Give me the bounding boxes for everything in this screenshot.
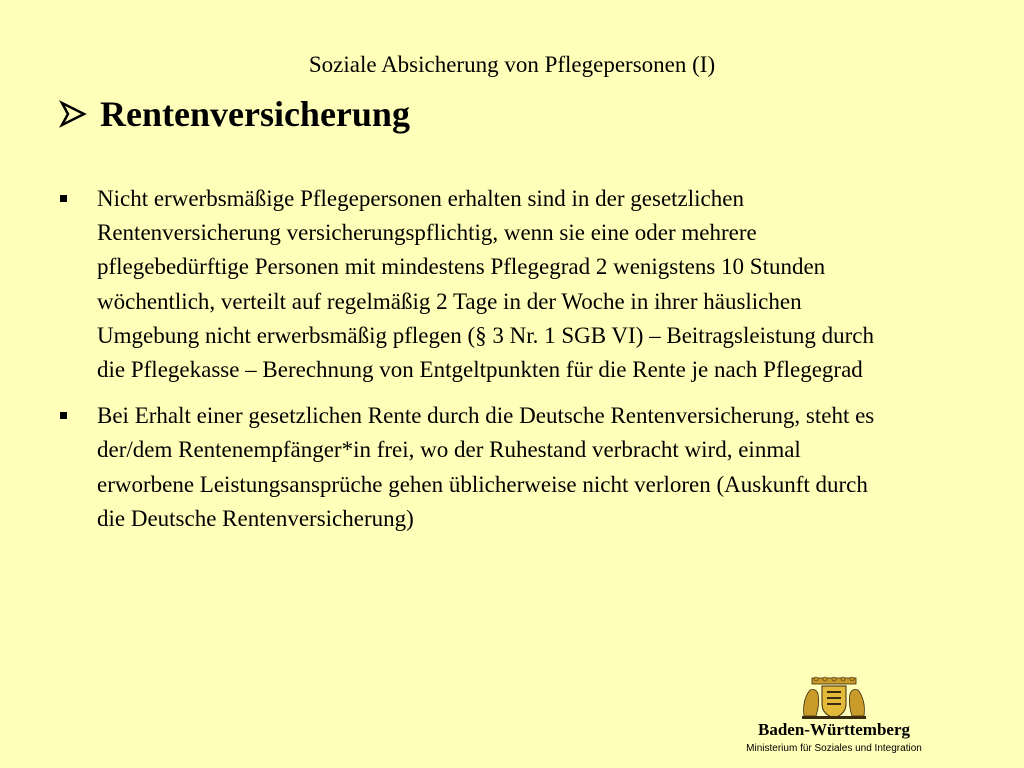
heading-text: Rentenversicherung — [100, 94, 410, 134]
bullet-list — [60, 182, 920, 548]
square-bullet-icon — [60, 195, 67, 202]
square-bullet-icon — [60, 412, 67, 419]
arrow-bullet-icon — [58, 99, 88, 129]
ministry-name: Ministerium für Soziales und Integration — [746, 743, 922, 754]
bullet-text: Nicht erwerbsmäßige Pflegepersonen erhalten sind in der gesetzlichen Rentenversicherung versicherungspflichtig, wenn sie eine oder mehrere pflegebedürftige Personen mit mindestens Pflegegrad 2 wenigstens 10 Stunden wöchentlich, verteilt auf regelmäßig 2 Tage in der Woche in ihrer häuslichen Umgebung nicht erwerbsmäßig pflegen (§ 3 Nr. 1 SGB VI) – Beitragsleistung durch die Pflegekasse – Berechnung von Entgeltpunkten für die Rente je nach Pflegegrad — [97, 186, 874, 383]
bullet-text: Bei Erhalt einer gesetzlichen Rente durch die Deutsche Rentenversicherung, steht es der/dem Rentenempfänger*in frei, wo der Ruhestand verbracht wird, einmal erworbene Leistungsansprüche gehen üblicherweise nicht verloren (Auskunft durch die Deutsche Rentenversicherung) — [97, 403, 875, 531]
list-item — [60, 182, 920, 387]
coat-of-arms-icon — [798, 676, 870, 720]
section-heading — [58, 92, 410, 136]
logo — [744, 676, 924, 762]
list-item — [60, 399, 920, 536]
state-name: Baden-Württemberg — [757, 720, 911, 739]
slide-title: Soziale Absicherung von Pflegepersonen (I) — [308, 52, 716, 77]
